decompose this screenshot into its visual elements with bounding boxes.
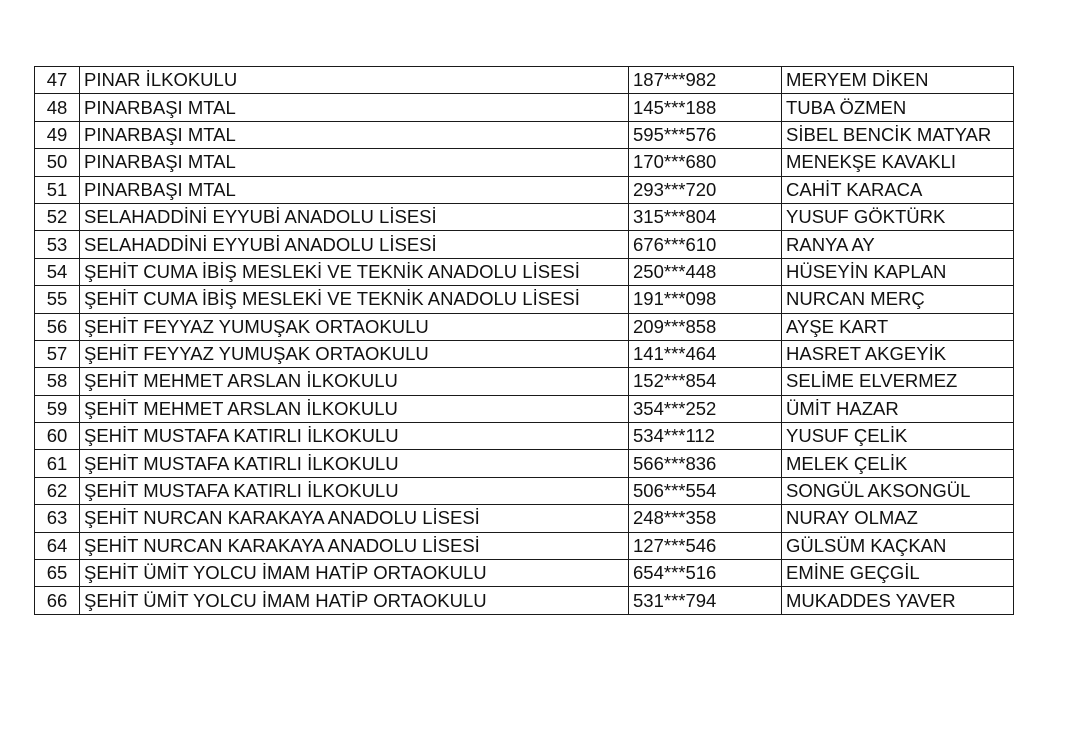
- row-number-cell: 59: [35, 395, 80, 422]
- person-name-cell: NURCAN MERÇ: [782, 286, 1014, 313]
- masked-id-cell: 506***554: [629, 477, 782, 504]
- row-number-cell: 62: [35, 477, 80, 504]
- row-number-cell: 65: [35, 560, 80, 587]
- table-row: [35, 505, 1014, 532]
- table-row: [35, 67, 1014, 94]
- school-name-cell: ŞEHİT MUSTAFA KATIRLI İLKOKULU: [80, 477, 629, 504]
- table-row: [35, 121, 1014, 148]
- school-name-cell: ŞEHİT MEHMET ARSLAN İLKOKULU: [80, 395, 629, 422]
- masked-id-cell: 191***098: [629, 286, 782, 313]
- row-number-cell: 57: [35, 340, 80, 367]
- row-number-cell: 64: [35, 532, 80, 559]
- school-name-cell: ŞEHİT ÜMİT YOLCU İMAM HATİP ORTAOKULU: [80, 587, 629, 614]
- masked-id-cell: 293***720: [629, 176, 782, 203]
- person-name-cell: SELİME ELVERMEZ: [782, 368, 1014, 395]
- row-number-cell: 47: [35, 67, 80, 94]
- person-name-cell: AYŞE KART: [782, 313, 1014, 340]
- person-name-cell: MUKADDES YAVER: [782, 587, 1014, 614]
- person-name-cell: YUSUF GÖKTÜRK: [782, 203, 1014, 230]
- person-name-cell: HÜSEYİN KAPLAN: [782, 258, 1014, 285]
- person-name-cell: HASRET AKGEYİK: [782, 340, 1014, 367]
- document-sheet: [34, 66, 1014, 615]
- table-row: [35, 477, 1014, 504]
- row-number-cell: 63: [35, 505, 80, 532]
- table-row: [35, 313, 1014, 340]
- person-name-cell: ÜMİT HAZAR: [782, 395, 1014, 422]
- school-name-cell: ŞEHİT FEYYAZ YUMUŞAK ORTAOKULU: [80, 313, 629, 340]
- masked-id-cell: 531***794: [629, 587, 782, 614]
- person-name-cell: RANYA AY: [782, 231, 1014, 258]
- table-row: [35, 94, 1014, 121]
- masked-id-cell: 209***858: [629, 313, 782, 340]
- masked-id-cell: 566***836: [629, 450, 782, 477]
- school-name-cell: ŞEHİT CUMA İBİŞ MESLEKİ VE TEKNİK ANADOLU LİSESİ: [80, 258, 629, 285]
- masked-id-cell: 145***188: [629, 94, 782, 121]
- school-name-cell: ŞEHİT MEHMET ARSLAN İLKOKULU: [80, 368, 629, 395]
- masked-id-cell: 354***252: [629, 395, 782, 422]
- table-row: [35, 532, 1014, 559]
- person-name-cell: MENEKŞE KAVAKLI: [782, 149, 1014, 176]
- assignment-table: [34, 66, 1014, 615]
- row-number-cell: 58: [35, 368, 80, 395]
- row-number-cell: 54: [35, 258, 80, 285]
- school-name-cell: ŞEHİT MUSTAFA KATIRLI İLKOKULU: [80, 450, 629, 477]
- school-name-cell: PINAR İLKOKULU: [80, 67, 629, 94]
- table-row: [35, 368, 1014, 395]
- table-row: [35, 587, 1014, 614]
- table-row: [35, 149, 1014, 176]
- person-name-cell: CAHİT KARACA: [782, 176, 1014, 203]
- masked-id-cell: 170***680: [629, 149, 782, 176]
- row-number-cell: 66: [35, 587, 80, 614]
- row-number-cell: 49: [35, 121, 80, 148]
- masked-id-cell: 315***804: [629, 203, 782, 230]
- masked-id-cell: 250***448: [629, 258, 782, 285]
- row-number-cell: 52: [35, 203, 80, 230]
- school-name-cell: ŞEHİT FEYYAZ YUMUŞAK ORTAOKULU: [80, 340, 629, 367]
- row-number-cell: 56: [35, 313, 80, 340]
- school-name-cell: ŞEHİT NURCAN KARAKAYA ANADOLU LİSESİ: [80, 532, 629, 559]
- table-row: [35, 231, 1014, 258]
- row-number-cell: 50: [35, 149, 80, 176]
- person-name-cell: MERYEM DİKEN: [782, 67, 1014, 94]
- row-number-cell: 55: [35, 286, 80, 313]
- table-row: [35, 423, 1014, 450]
- school-name-cell: ŞEHİT CUMA İBİŞ MESLEKİ VE TEKNİK ANADOLU LİSESİ: [80, 286, 629, 313]
- table-row: [35, 340, 1014, 367]
- school-name-cell: PINARBAŞI MTAL: [80, 149, 629, 176]
- masked-id-cell: 152***854: [629, 368, 782, 395]
- school-name-cell: SELAHADDİNİ EYYUBİ ANADOLU LİSESİ: [80, 203, 629, 230]
- masked-id-cell: 127***546: [629, 532, 782, 559]
- school-name-cell: PINARBAŞI MTAL: [80, 121, 629, 148]
- row-number-cell: 53: [35, 231, 80, 258]
- person-name-cell: NURAY OLMAZ: [782, 505, 1014, 532]
- person-name-cell: YUSUF ÇELİK: [782, 423, 1014, 450]
- school-name-cell: ŞEHİT ÜMİT YOLCU İMAM HATİP ORTAOKULU: [80, 560, 629, 587]
- table-row: [35, 286, 1014, 313]
- table-row: [35, 258, 1014, 285]
- row-number-cell: 61: [35, 450, 80, 477]
- table-row: [35, 176, 1014, 203]
- person-name-cell: TUBA ÖZMEN: [782, 94, 1014, 121]
- masked-id-cell: 141***464: [629, 340, 782, 367]
- table-row: [35, 560, 1014, 587]
- person-name-cell: GÜLSÜM KAÇKAN: [782, 532, 1014, 559]
- masked-id-cell: 248***358: [629, 505, 782, 532]
- school-name-cell: SELAHADDİNİ EYYUBİ ANADOLU LİSESİ: [80, 231, 629, 258]
- masked-id-cell: 676***610: [629, 231, 782, 258]
- person-name-cell: SİBEL BENCİK MATYAR: [782, 121, 1014, 148]
- table-row: [35, 203, 1014, 230]
- table-row: [35, 450, 1014, 477]
- masked-id-cell: 187***982: [629, 67, 782, 94]
- masked-id-cell: 654***516: [629, 560, 782, 587]
- school-name-cell: PINARBAŞI MTAL: [80, 176, 629, 203]
- school-name-cell: ŞEHİT MUSTAFA KATIRLI İLKOKULU: [80, 423, 629, 450]
- table-body: [35, 67, 1014, 615]
- row-number-cell: 60: [35, 423, 80, 450]
- person-name-cell: MELEK ÇELİK: [782, 450, 1014, 477]
- table-row: [35, 395, 1014, 422]
- person-name-cell: EMİNE GEÇGİL: [782, 560, 1014, 587]
- school-name-cell: PINARBAŞI MTAL: [80, 94, 629, 121]
- person-name-cell: SONGÜL AKSONGÜL: [782, 477, 1014, 504]
- masked-id-cell: 534***112: [629, 423, 782, 450]
- row-number-cell: 48: [35, 94, 80, 121]
- masked-id-cell: 595***576: [629, 121, 782, 148]
- school-name-cell: ŞEHİT NURCAN KARAKAYA ANADOLU LİSESİ: [80, 505, 629, 532]
- row-number-cell: 51: [35, 176, 80, 203]
